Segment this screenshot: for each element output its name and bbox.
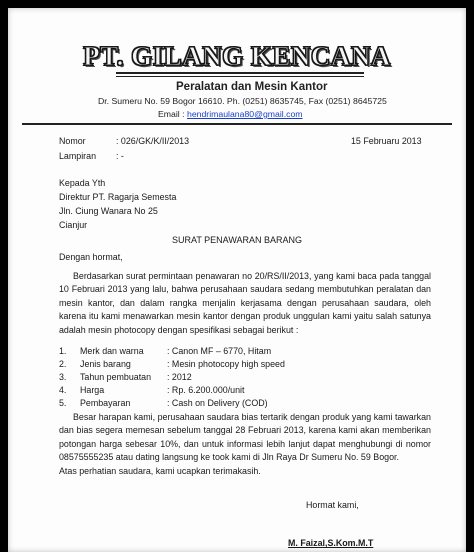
paragraph-offer-closing: Besar harapan kami, perusahaan saudara bias tertarik dengan produk yang kami tawarkan dan bias segera memesan sebelum tanggal 28 Februari 2013, karena kami akan memberikan potongan harga sebesar 10%, dan untuk informasi lebih lanjut dapat menghubungi di nomor 08575555235 atau dating langsung ke took kami di Jln Raya Dr Sumeru No. 59 Bogor. — [59, 412, 431, 463]
letter-date: 15 Februaru 2013 — [351, 136, 422, 146]
letterhead-divider — [22, 123, 452, 125]
signatory-name: M. Faizal,S.Kom.M.T — [288, 538, 374, 548]
nomor-value: : 026/GK/K/II/2013 — [116, 136, 190, 146]
letter-subject: SURAT PENAWARAN BARANG — [171, 235, 303, 245]
email-label: Email : — [158, 109, 185, 119]
spec-value: : Cash on Delivery (COD) — [167, 398, 268, 408]
company-underline-thin — [116, 76, 364, 77]
letter-page — [8, 8, 466, 552]
spec-label: Jenis barang — [80, 359, 131, 369]
recipient-line-1: Kepada Yth — [59, 178, 106, 188]
recipient-line-3: Jln. Ciung Wanara No 25 — [59, 206, 158, 216]
lampiran-value: : - — [116, 151, 124, 161]
company-address: Dr. Sumeru No. 59 Bogor 16610. Ph. (0251) 8635745, Fax (0251) 8645725 — [98, 96, 387, 106]
spec-label: Harga — [80, 385, 105, 395]
closing-line: Atas perhatian saudara, kami ucapkan terimakasih. — [59, 466, 261, 476]
company-name: PT. GILANG KENCANA — [83, 41, 391, 71]
spec-number: 4. — [59, 385, 67, 395]
greeting: Dengan hormat, — [59, 252, 123, 262]
email-link[interactable]: hendrimaulana80@gmail.com — [186, 109, 303, 119]
spec-value: : Canon MF – 6770, Hitam — [167, 346, 272, 356]
spec-value: : Rp. 6.200.000/unit — [167, 385, 245, 395]
spec-number: 1. — [59, 346, 67, 356]
spec-value: : Mesin photocopy high speed — [167, 359, 285, 369]
spec-number: 3. — [59, 372, 67, 382]
paragraph-offer-intro: Berdasarkan surat permintaan penawaran no 20/RS/II/2013, yang kami baca pada tanggal 10 Februari 2013 yang lalu, bahwa perusahaan saudara sedang membutuhkan peralatan dan mesin kantor, dan dalam rangka menjalin kerjasama dengan perusahaan saudara, oleh karena itu kami menawarkan mesin kantor dengan produk unggulan kami yaitu salah satunya adalah mesin photocopy dengan spesifikasi sebagai berikut : — [59, 271, 431, 335]
spec-label: Tahun pembuatan — [80, 372, 152, 382]
company-underline — [116, 72, 364, 74]
nomor-label: Nomor — [59, 136, 86, 146]
spec-label: Merk dan warna — [80, 346, 144, 356]
lampiran-label: Lampiran — [59, 151, 96, 161]
recipient-line-2: Direktur PT. Ragarja Semesta — [59, 192, 177, 202]
signature-salutation: Hormat kami, — [306, 500, 359, 510]
recipient-line-4: Cianjur — [59, 220, 88, 230]
spec-number: 2. — [59, 359, 67, 369]
company-tagline: Peralatan dan Mesin Kantor — [176, 81, 328, 93]
spec-number: 5. — [59, 398, 67, 408]
spec-label: Pembayaran — [80, 398, 131, 408]
company-email — [158, 109, 303, 119]
spec-value: : 2012 — [167, 372, 192, 382]
